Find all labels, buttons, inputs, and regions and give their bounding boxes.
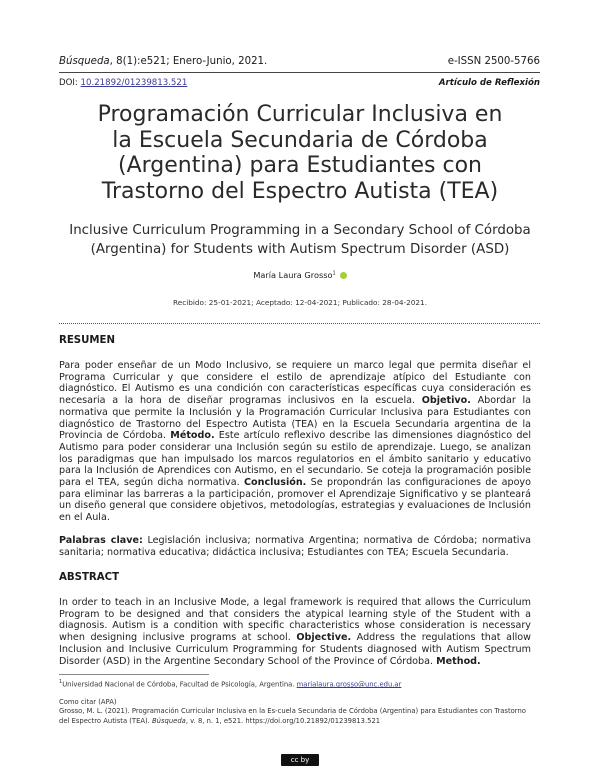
citation-block: Como citar (APA) Grosso, M. L. (2021). Programación Curricular Inclusiva en la Es-cuela Secundaria de Córdoba (Argentina) para Estudiantes con Trastorno del Espectro Autista (TEA). Búsqueda, v. 8, n. 1, e521. https://doi.org/10.21892/01239813.521	[59, 698, 526, 725]
footnote: $^1$Universidad Nacional de Córdoba, Facultad de Psicología, Argentina. marialaura.grosso@unc.edu.ar	[59, 679, 402, 689]
article-type: Artículo de Reflexión	[438, 78, 540, 88]
issn: e-ISSN 2500-5766	[447, 56, 540, 67]
footnote-divider	[59, 674, 209, 675]
abstract-heading: ABSTRACT	[59, 572, 120, 583]
article-title: Programación Curricular Inclusiva en la Escuela Secundaria de Córdoba (Argentina) para Estudiantes con Trastorno del Espectro Autista (TEA)	[97, 102, 503, 204]
abstract-text: In order to teach in an Inclusive Mode, a legal framework is required that allows the Curriculum Program to be designed and that considers the atypical learning style of the Student with a diagnosis. Autism is a condition with specific characteristics whose consideration is necessary when designing inclusive programs at school. Objective. Address the regulations that allow Inclusion and Inclusive Curriculum Programming for Students diagnosed with Autism Spectrum Disorder (ASD) in the Argentine Secondary School of the Province of Córdoba. Method.	[59, 597, 531, 667]
doi: DOI: 10.21892/01239813.521	[59, 78, 188, 88]
resumen-heading: RESUMEN	[59, 335, 116, 346]
resumen-text: Para poder enseñar de un Modo Inclusivo, se requiere un marco legal que permita diseñar el Programa Curricular y que considere el estilo de aprendizaje atípico del Estudiante con diagnóstico. El Autismo es una condición con características específicas cuya consideración es necesaria a la hora de diseñar programas inclusivos en la escuela. Objetivo. Abordar la normativa que permite la Inclusión y la Programación Curricular Inclusiva para Estudiantes con diagnóstico de Trastorno del Espectro Autista (TEA) en la Escuela Secundaria argentina de la Provincia de Córdoba. Método. Este artículo reflexivo describe las dimensiones diagnóstico del Autismo para poder considerar una Inclusión según su estilo de aprendizaje. Luego, se analizan los paradigmas que han impulsado los marcos regulatorios en el ámbito sanitario y educativo para la Inclusión de Aprendices con Autismo, en el secundario. Se coteja la programación posible para el TEA, según dicha normativa. Conclusión. Se propondrán las configuraciones de apoyo para eliminar las barreras a la participación, promover el Aprendizaje Significativo y se planteará un diseño general que considere objetivos, metodologías, estrategias y evaluaciones de Inclusión en el Aula.	[59, 360, 531, 524]
header-divider	[59, 72, 540, 73]
dotted-divider	[59, 323, 540, 324]
doi-row	[59, 78, 540, 90]
orcid-icon[interactable]	[340, 272, 347, 279]
keywords: Palabras clave: Legislación inclusiva; normativa Argentina; normativa de Córdoba; normativa sanitaria; normativa educativa; didáctica inclusiva; Estudiantes con TEA; Escuela Secundaria.	[59, 535, 531, 558]
author-email-link[interactable]: marialaura.grosso@unc.edu.ar	[296, 680, 402, 689]
creative-commons-icon[interactable]: cc by	[281, 754, 319, 766]
publication-dates: Recibido: 25-01-2021; Aceptado: 12-04-2021; Publicado: 28-04-2021.	[172, 298, 428, 307]
author: María Laura Grosso$^1$	[0, 270, 600, 280]
doi-link[interactable]: 10.21892/01239813.521	[80, 78, 188, 88]
journal-citation: Búsqueda, 8(1):e521; Enero-Junio, 2021.	[59, 56, 268, 67]
journal-header	[59, 56, 540, 70]
english-title: Inclusive Curriculum Programming in a Secondary School of Córdoba (Argentina) for Students with Autism Spectrum Disorder (ASD)	[69, 223, 531, 257]
